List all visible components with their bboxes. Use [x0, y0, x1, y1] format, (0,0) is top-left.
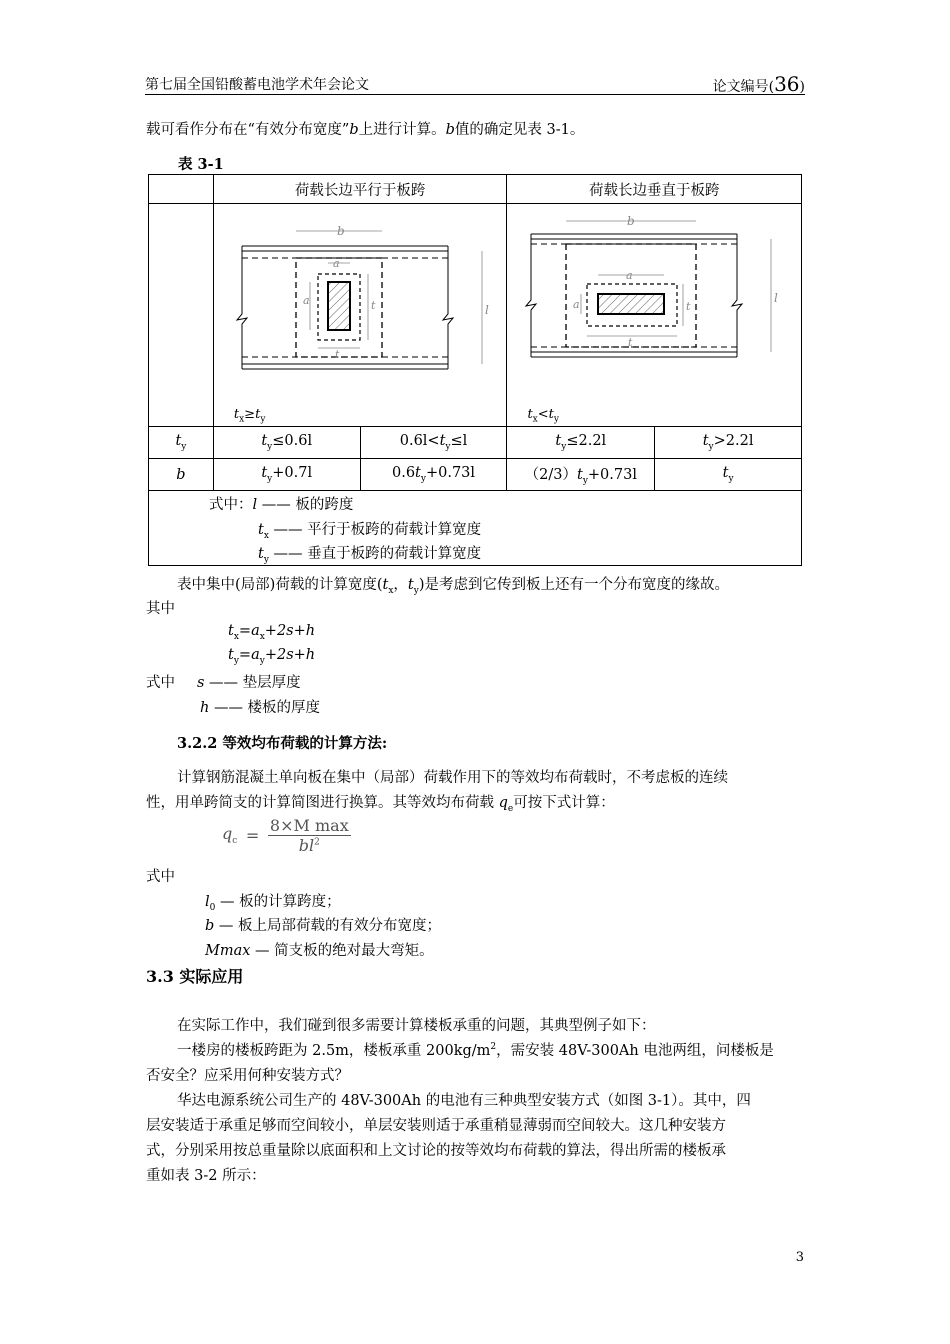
svg-text:a: a: [302, 294, 310, 307]
slab-diagram-parallel: [214, 204, 508, 426]
row-b: [149, 459, 802, 491]
section-3-2-2-title: 3.2.2 等效均布荷载的计算方法:: [177, 735, 388, 752]
para1-line1: 表中集中(局部)荷载的计算宽度($t_x$，$t_y$)是考虑到它传到板上还有一个分布宽度的缘故。: [177, 577, 729, 596]
cell: $t_y\le 0.6l$: [213, 427, 360, 459]
cell: $t_y\le 2.2l$: [507, 427, 655, 459]
row-ty-head: $t_y$: [149, 427, 214, 459]
col-head-parallel: 荷载长边平行于板跨: [213, 175, 507, 204]
where2-mmax: Mmax — 简支板的绝对最大弯矩。: [205, 943, 434, 959]
para2-line2: 性，用单跨简支的计算简图进行换算。其等效均布荷载 $q_e$可按下式计算：: [146, 795, 615, 814]
svg-text:t: t: [334, 348, 340, 361]
para5-line1: 华达电源系统公司生产的 48V-300Ah 的电池有三种典型安装方式（如图 3-1）。其中，四: [177, 1093, 751, 1109]
svg-text:t: t: [370, 299, 376, 312]
condition-right: $t_x<t_y$: [527, 407, 559, 425]
svg-text:b: b: [627, 214, 636, 228]
para3: 在实际工作中，我们碰到很多需要计算楼板承重的问题，其典型例子如下：: [177, 1018, 656, 1034]
intro-line: 载可看作分布在“有效分布宽度”b上进行计算。b值的确定见表 3-1。: [146, 122, 585, 138]
note-ty: $t_y$ —— 垂直于板跨的荷载计算宽度: [258, 546, 482, 565]
header-title: 第七届全国铅酸蓄电池学术年会论文: [145, 77, 369, 93]
note-l: 式中：l —— 板的跨度: [209, 497, 354, 513]
where1-h: h —— 楼板的厚度: [200, 700, 321, 716]
svg-text:t: t: [686, 300, 691, 313]
formula-qe: $q_c$ = $\frac{\text{8×M max}}{bl^2}$: [222, 816, 349, 855]
page-header: [145, 72, 805, 95]
para2-line1: 计算钢筋混凝土单向板在集中（局部）荷载作用下的等效均布荷载时，不考虑板的连续: [177, 770, 728, 786]
table-3-1: [148, 174, 802, 566]
where2-label: 式中: [146, 869, 175, 885]
svg-text:l: l: [774, 291, 779, 305]
cell: $0.6t_y+0.73l$: [360, 459, 507, 491]
para5-line2: 层安装适于承重足够而空间较小，单层安装则适于承重稍显薄弱而空间较大。这几种安装方: [146, 1118, 726, 1134]
section-3-3-title: 3.3 实际应用: [146, 967, 244, 986]
table-notes-row: [149, 491, 802, 566]
figure-row-blank: [149, 204, 214, 427]
figure-perpendicular: [507, 204, 802, 427]
slab-diagram-perpendicular: [507, 204, 802, 426]
where2-b: b — 板上局部荷载的有效分布宽度；: [205, 918, 442, 934]
col-head-perpendicular: 荷载长边垂直于板跨: [507, 175, 802, 204]
table-corner-cell: [149, 175, 214, 204]
where2-l0: $l_0$ — 板的计算跨度；: [205, 894, 341, 913]
condition-left: $t_x\ge t_y$: [233, 407, 266, 425]
cell: $t_y>2.2l$: [655, 427, 802, 459]
equation-ty: $t_y=a_y+2s+h$: [228, 647, 316, 666]
equation-tx: $t_x=a_x+2s+h$: [228, 623, 316, 642]
svg-text:a: a: [626, 269, 633, 282]
para5-line4: 重如表 3-2 所示：: [146, 1168, 266, 1184]
row-b-head: b: [149, 459, 214, 491]
svg-text:b: b: [336, 224, 345, 238]
table-caption: 表 3-1: [178, 156, 224, 173]
cell: $t_y+0.7l$: [213, 459, 360, 491]
note-tx: $t_x$ —— 平行于板跨的荷载计算宽度: [258, 522, 482, 541]
para4-line1: 一楼房的楼板跨距为 2.5m，楼板承重 $200kg/m^2$，需安装 48V-300Ah 电池两组，问楼板是: [177, 1042, 774, 1059]
table-notes: [149, 491, 802, 566]
svg-text:t: t: [628, 336, 633, 349]
cell: $0.6l<t_y\le l$: [360, 427, 507, 459]
where1-s: 式中 s —— 垫层厚度: [146, 675, 301, 691]
para4-line2: 否安全？应采用何种安装方式？: [146, 1068, 349, 1084]
para1-line2: 其中: [146, 601, 175, 617]
row-ty: [149, 427, 802, 459]
svg-text:l: l: [484, 303, 489, 317]
figure-parallel: [213, 204, 507, 427]
header-paper-number: 论文编号(36): [712, 72, 805, 96]
page-number: 3: [795, 1250, 804, 1265]
para5-line3: 式，分别采用按总重量除以底面积和上文讨论的按等效均布荷载的算法，得出所需的楼板承: [146, 1143, 726, 1159]
svg-text:a: a: [332, 257, 340, 270]
cell: $t_y$: [655, 459, 802, 491]
cell: $(2/3)t_y+0.73l$: [507, 459, 655, 491]
svg-text:a: a: [573, 298, 580, 311]
